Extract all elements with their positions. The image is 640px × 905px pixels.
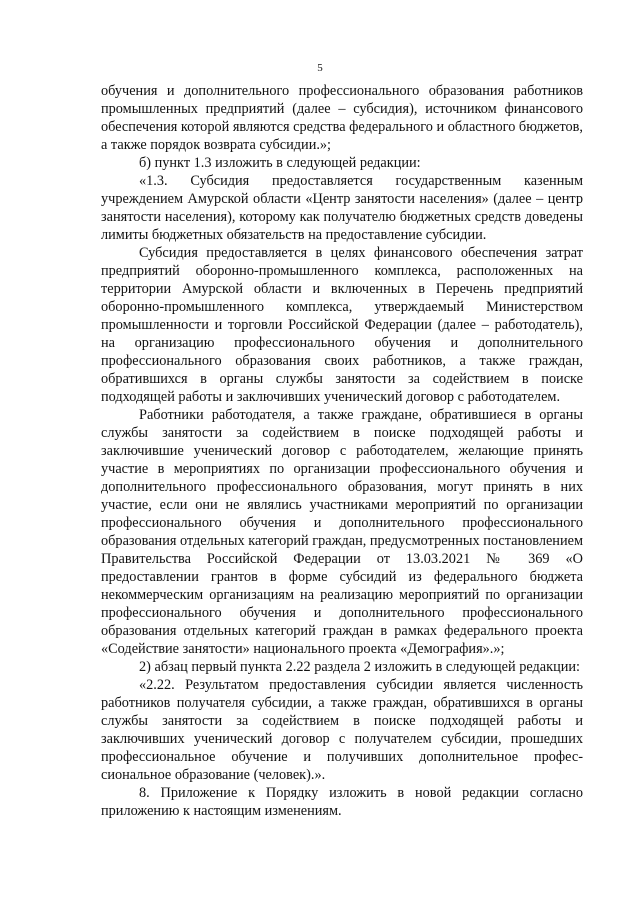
paragraph-continuation: обучения и дополнительного профессионального образования работников промышленных предприятий (далее – субсидия), источником финансового обеспечения которой являются средства федерального и областного бюджетов, а также порядок возврата субсидии.»; xyxy=(101,83,583,153)
paragraph-item-b: б) пункт 1.3 изложить в следующей редакции: xyxy=(139,155,421,171)
paragraph-item-8: 8. Приложение к Порядку изложить в новой редакции согласно приложению к настоящим изменениям. xyxy=(101,785,583,819)
paragraph-participants: Работники работодателя, а также граждане, обратившиеся в органы службы занятости за содействием в поиске подходящей работы и заключившие ученический договор с работодателем, желающие принять участие в мероприятиях по организации профессионального обучения и дополнительного профессионального образования, могут принять в них участие, если они не являлись участниками мероприятий по организации профессионального обучения и дополнительного профессионального образования отдельных категорий граждан, предусмотренных постановлением Правительства Российской Федерации от 13.03.2021 № 369 «О предоставлении грантов в форме субсидий из федерального бюджета некоммерческим организациям на реализацию мероприятий по организации профессионального обучения и дополнительного профессионального образования отдельных категорий граждан в рамках федерального проекта «Содействие занятости» национального проекта «Демография».»; xyxy=(101,407,583,657)
paragraph-subsidy-purpose: Субсидия предоставляется в целях финансового обеспечения затрат предприятий оборонно-промышленного комплекса, расположенных на территории Амурской области и включенных в Перечень предприятий оборонно-промышленного комплекса, утверждаемый Министерством промышленности и торговли Российской Федерации (далее – работодатель), на организацию профессионального обучения и дополнительного профессионального образования своих работников, а также граждан, обратившихся в органы службы занятости за содействием в поиске подходящей работы и заключивших ученический договор с работодателем. xyxy=(101,245,583,405)
paragraph-item-2: 2) абзац первый пункта 2.22 раздела 2 изложить в следующей редакции: xyxy=(139,659,581,675)
document-body xyxy=(101,82,583,820)
paragraph-clause-2-22: «2.22. Результатом предоставления субсидии является численность работников получателя субсидии, а также граждан, обратившихся в органы службы занятости за содействием в поиске подходящей работы и заключивших ученический договор с получателем субсидии, прошедших профессиональное обучение и получивших дополнительное профес-сиональное образование (человек).». xyxy=(101,677,583,783)
page-number: 5 xyxy=(317,62,323,74)
paragraph-clause-1-3: «1.3. Субсидия предоставляется государственным казенным учреждением Амурской области «Центр занятости населения» (далее – центр занятости населения), которому как получателю бюджетных средств доведены лимиты бюджетных обязательств на предоставление субсидии. xyxy=(101,173,583,243)
